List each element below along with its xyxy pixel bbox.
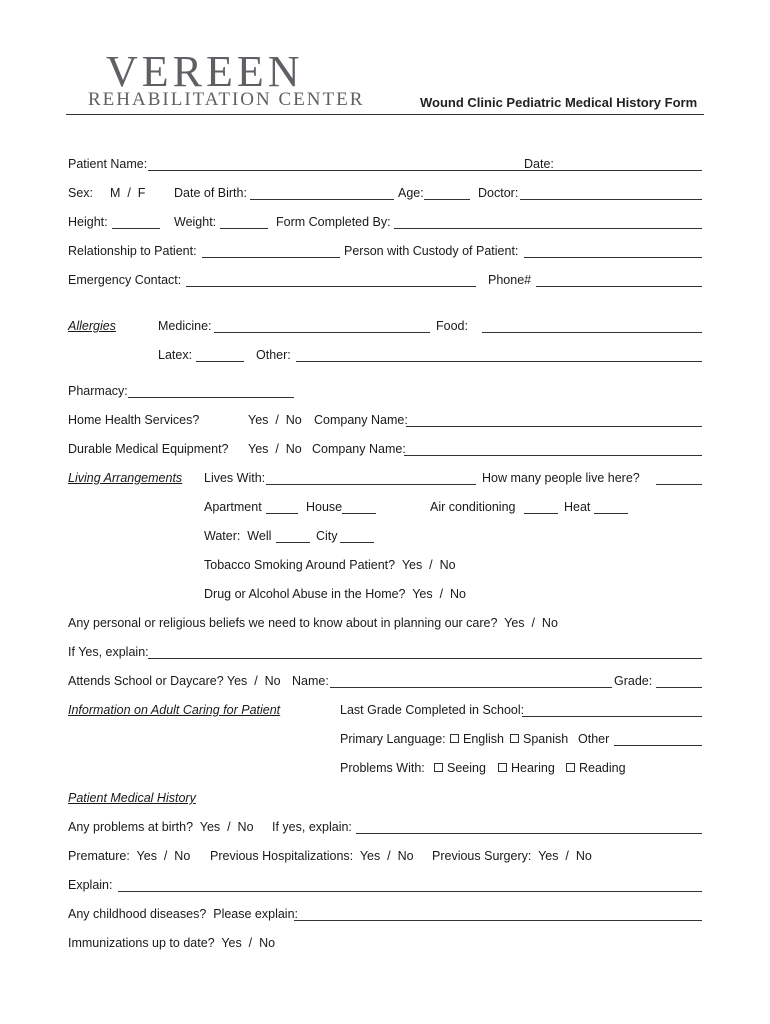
heat-field[interactable] [594, 513, 628, 514]
explain-label: Explain: [68, 878, 113, 892]
home-health-label: Home Health Services? [68, 413, 200, 427]
childhood-field[interactable] [294, 920, 702, 921]
date-label: Date: [524, 157, 554, 171]
beliefs-question[interactable]: Any personal or religious beliefs we need to know about in planning our care? Yes / No [68, 616, 558, 630]
med-history-heading: Patient Medical History [68, 791, 196, 805]
house-field[interactable] [342, 513, 376, 514]
row-childhood [68, 906, 702, 924]
how-many-field[interactable] [656, 484, 702, 485]
food-field[interactable] [482, 332, 702, 333]
birth-explain-field[interactable] [356, 833, 702, 834]
house-label: House [306, 500, 343, 514]
completed-by-field[interactable] [394, 228, 702, 229]
heat-label: Heat [564, 500, 591, 514]
immunizations-question[interactable]: Immunizations up to date? Yes / No [68, 936, 276, 950]
form-title: Wound Clinic Pediatric Medical History Form [420, 95, 698, 110]
seeing-label: Seeing [447, 761, 486, 775]
medicine-field[interactable] [214, 332, 430, 333]
dme-yes-no[interactable]: Yes / No [248, 442, 302, 456]
row-tobacco [68, 557, 702, 575]
if-yes-field[interactable] [148, 658, 702, 659]
english-option[interactable] [450, 731, 504, 747]
logo-vereen: VEREEN [106, 47, 304, 96]
row-immunizations [68, 935, 702, 953]
spanish-label: Spanish [523, 732, 569, 746]
relationship-label: Relationship to Patient: [68, 244, 197, 258]
adult-info-heading: Information on Adult Caring for Patient [68, 703, 281, 717]
pharmacy-label: Pharmacy: [68, 384, 128, 398]
home-health-yes-no[interactable]: Yes / No [248, 413, 302, 427]
language-other-field[interactable] [614, 745, 702, 746]
emergency-label: Emergency Contact: [68, 273, 182, 287]
school-name-label: Name: [292, 674, 329, 688]
row-problems [68, 760, 702, 778]
row-pharmacy [68, 383, 702, 401]
row-birth [68, 819, 702, 837]
problems-with-label: Problems With: [340, 761, 425, 775]
apartment-field[interactable] [266, 513, 298, 514]
hospitalizations-question[interactable]: Previous Hospitalizations: Yes / No [210, 849, 414, 863]
row-language [68, 731, 702, 749]
last-grade-label: Last Grade Completed in School: [340, 703, 525, 717]
row-allergies [68, 318, 702, 336]
water-label: Water: Well [204, 529, 272, 543]
dme-label: Durable Medical Equipment? [68, 442, 229, 456]
row-drug [68, 586, 702, 604]
other-allergy-field[interactable] [296, 361, 702, 362]
drug-question[interactable]: Drug or Alcohol Abuse in the Home? Yes / No [204, 587, 466, 601]
age-field[interactable] [424, 199, 470, 200]
other-label: Other: [256, 348, 291, 362]
row-premature [68, 848, 702, 866]
reading-label: Reading [579, 761, 626, 775]
lives-with-field[interactable] [266, 484, 476, 485]
row-dme [68, 441, 702, 459]
apartment-label: Apartment [204, 500, 262, 514]
premature-question[interactable]: Premature: Yes / No [68, 849, 191, 863]
row-home-health [68, 412, 702, 430]
patient-name-label: Patient Name: [68, 157, 148, 171]
last-grade-field[interactable] [522, 716, 702, 717]
row-med-history [68, 790, 702, 808]
row-school [68, 673, 702, 691]
primary-language-label: Primary Language: [340, 732, 446, 746]
english-label: English [463, 732, 504, 746]
school-question[interactable]: Attends School or Daycare? Yes / No [68, 674, 281, 688]
completed-by-label: Form Completed By: [276, 215, 391, 229]
row-patient-name [68, 156, 702, 174]
home-health-company-label: Company Name: [314, 413, 408, 427]
explain-field[interactable] [118, 891, 702, 892]
date-field[interactable] [554, 170, 702, 171]
language-other-label: Other [578, 732, 610, 746]
allergies-heading: Allergies [68, 319, 116, 333]
if-yes-label: If Yes, explain: [68, 645, 149, 659]
phone-label: Phone# [488, 273, 532, 287]
air-field[interactable] [524, 513, 558, 514]
spanish-checkbox[interactable] [510, 734, 519, 743]
grade-label: Grade: [614, 674, 653, 688]
row-beliefs [68, 615, 702, 633]
dme-company-label: Company Name: [312, 442, 406, 456]
sex-label: Sex: [68, 186, 94, 200]
row-relationship [68, 243, 702, 261]
hearing-label: Hearing [511, 761, 555, 775]
row-latex [68, 347, 702, 365]
row-if-yes [68, 644, 702, 662]
birth-explain-label: If yes, explain: [272, 820, 352, 834]
phone-field[interactable] [536, 286, 702, 287]
patient-name-field[interactable] [148, 170, 588, 171]
sex-options[interactable]: M / F [110, 186, 146, 200]
birth-question[interactable]: Any problems at birth? Yes / No [68, 820, 254, 834]
doctor-field[interactable] [520, 199, 702, 200]
logo-subtitle: REHABILITATION CENTER [88, 89, 365, 110]
dob-label: Date of Birth: [174, 186, 247, 200]
custody-field[interactable] [524, 257, 702, 258]
seeing-checkbox[interactable] [434, 763, 443, 772]
tobacco-question[interactable]: Tobacco Smoking Around Patient? Yes / No [204, 558, 456, 572]
hearing-checkbox[interactable] [498, 763, 507, 772]
seeing-option[interactable] [434, 760, 486, 776]
grade-field[interactable] [656, 687, 702, 688]
row-adult-info [68, 702, 702, 720]
dob-field[interactable] [250, 199, 394, 200]
english-checkbox[interactable] [450, 734, 459, 743]
header-rule [66, 114, 704, 115]
weight-field[interactable] [220, 228, 268, 229]
how-many-label: How many people live here? [482, 471, 640, 485]
spanish-option[interactable] [510, 731, 568, 747]
childhood-label: Any childhood diseases? Please explain: [68, 907, 299, 921]
row-housing [68, 499, 702, 517]
age-label: Age: [398, 186, 424, 200]
row-sex [68, 185, 702, 203]
relationship-field[interactable] [202, 257, 340, 258]
water-well-field[interactable] [276, 542, 310, 543]
reading-option[interactable] [566, 760, 626, 776]
pharmacy-field[interactable] [128, 397, 294, 398]
hearing-option[interactable] [498, 760, 555, 776]
living-heading: Living Arrangements [68, 471, 183, 485]
doctor-label: Doctor: [478, 186, 519, 200]
reading-checkbox[interactable] [566, 763, 575, 772]
lives-with-label: Lives With: [204, 471, 266, 485]
food-label: Food: [436, 319, 468, 333]
row-emergency [68, 272, 702, 290]
row-living [68, 470, 702, 488]
dme-company-field[interactable] [404, 455, 702, 456]
custody-label: Person with Custody of Patient: [344, 244, 519, 258]
medicine-label: Medicine: [158, 319, 212, 333]
latex-field[interactable] [196, 361, 244, 362]
water-city-field[interactable] [340, 542, 374, 543]
height-field[interactable] [112, 228, 160, 229]
height-label: Height: [68, 215, 108, 229]
row-water [68, 528, 702, 546]
weight-label: Weight: [174, 215, 217, 229]
school-name-field[interactable] [330, 687, 612, 688]
air-label: Air conditioning [430, 500, 516, 514]
home-health-company-field[interactable] [406, 426, 702, 427]
row-height [68, 214, 702, 232]
surgery-question[interactable]: Previous Surgery: Yes / No [432, 849, 592, 863]
city-label: City [316, 529, 338, 543]
latex-label: Latex: [158, 348, 193, 362]
emergency-field[interactable] [186, 286, 476, 287]
row-explain [68, 877, 702, 895]
